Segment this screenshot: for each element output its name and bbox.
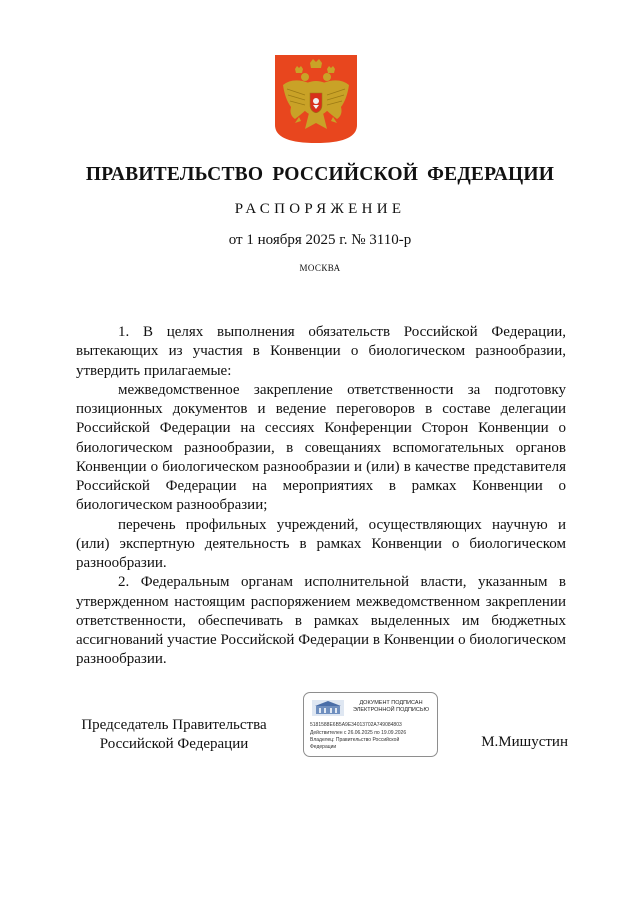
document-city: МОСКВА [299, 263, 341, 273]
coat-of-arms-icon [275, 55, 357, 143]
body-paragraph: перечень профильных учреждений, осуществляющих научную и (или) экспертную деятельность в рамках Конвенции о биологическом разнообразии. [76, 516, 566, 571]
stamp-certificate: 5181588E6B5A9E34013702A749084803 [310, 722, 402, 728]
organization-title: ПРАВИТЕЛЬСТВО РОССИЙСКОЙ ФЕДЕРАЦИИ [85, 164, 555, 185]
stamp-heading-line2: ЭЛЕКТРОННОЙ ПОДПИСЬЮ [352, 706, 430, 713]
electronic-signature-stamp [303, 692, 438, 757]
stamp-owner-line2: Федерации [310, 744, 337, 750]
government-building-icon [312, 700, 344, 716]
stamp-heading-line1: ДОКУМЕНТ ПОДПИСАН [359, 700, 423, 706]
body-paragraph: 2. Федеральным органам исполнительной власти, указанным в утвержденном настоящим распоряжением межведомственном закреплении ответственности, обеспечивать в рамках выделенных им бюджетных ассигнований участие Российской Федерации в Конвенции о биологическом разнообразии. [76, 574, 566, 668]
document-body [76, 323, 566, 670]
signatory-position [76, 716, 272, 754]
signatory-position-line2: Российской Федерации [99, 736, 249, 752]
stamp-validity: Действителен с 26.06.2025 по 19.09.2026 [310, 730, 407, 736]
stamp-heading [346, 700, 436, 713]
stamp-owner-line1: Владелец: Правительство Российской [310, 737, 400, 743]
signatory-name: М.Мишустин [481, 734, 568, 750]
document-date-number: от 1 ноября 2025 г. № 3110-р [228, 232, 412, 248]
document-type: РАСПОРЯЖЕНИЕ [234, 201, 406, 217]
body-paragraph: межведомственное закрепление ответственности за подготовку позиционных документов и ведение переговоров в составе делегации Российской Федерации на сессиях Конференции Сторон Конвенции о биологическом разнообразии, в совещаниях вспомогательных органов Конвенции о биологическом разнообразии и (или) в качестве представителя Российской Федерации на мероприятиях в рамках Конвенции о биологическом разнообразии; [76, 381, 566, 514]
body-paragraph: 1. В целях выполнения обязательств Российской Федерации, вытекающих из участия в Конвенции о биологическом разнообразии, утвердить прилагаемые: [76, 324, 566, 379]
signatory-position-line1: Председатель Правительства [81, 717, 267, 733]
